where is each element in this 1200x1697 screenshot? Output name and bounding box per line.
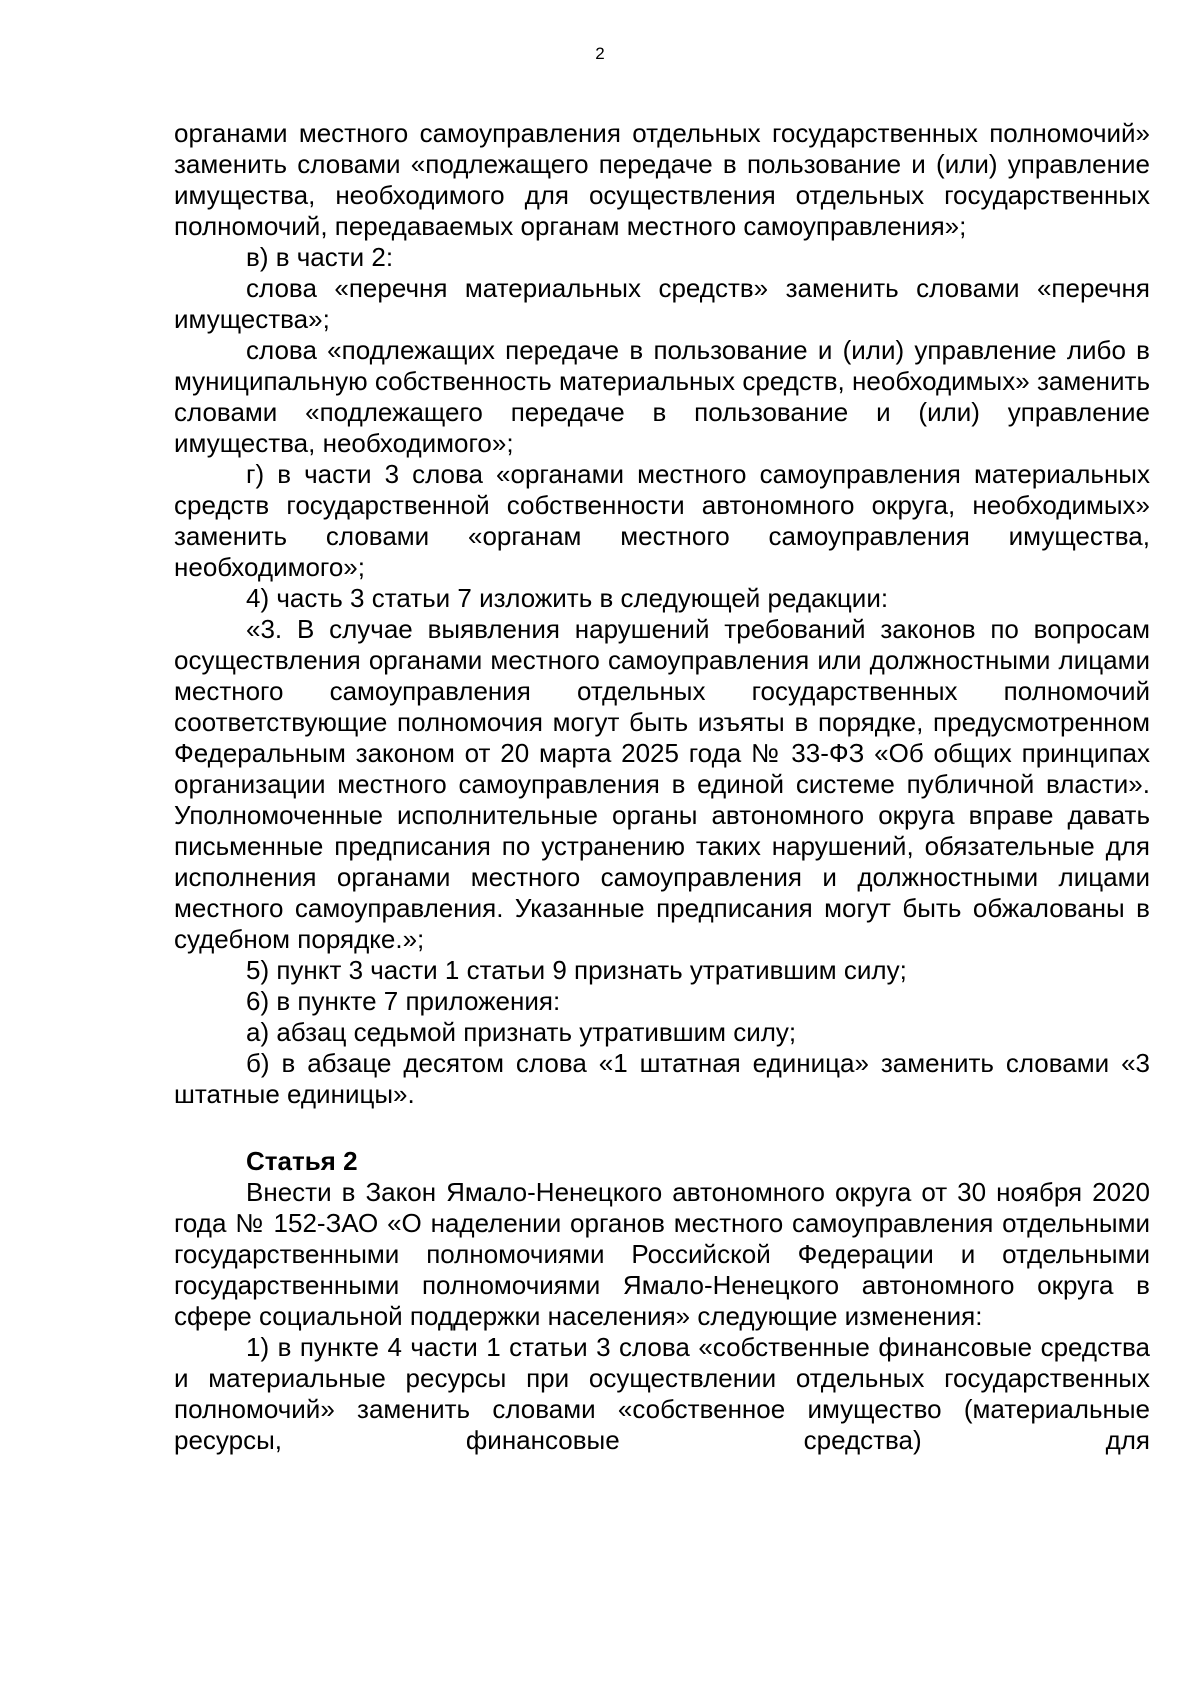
paragraph-item-a: а) абзац седьмой признать утратившим силу; (246, 1017, 797, 1047)
paragraph-continuation: органами местного самоуправления отдельных государственных полномочий» заменить словами «подлежащего передаче в пользование и (или) управление имущества, необходимого для осуществления отдельных государственных полномочий, передаваемых органам местного самоуправления»; (174, 118, 1150, 241)
paragraph-words-transfer: слова «подлежащих передаче в пользование и (или) управление либо в муниципальную собственность материальных средств, необходимых» заменить словами «подлежащего передаче в пользование и (или) управление имущества, необходимого»; (174, 335, 1150, 458)
paragraph-item-v: в) в части 2: (246, 242, 394, 272)
page-number: 2 (595, 44, 605, 63)
paragraph-item-5: 5) пункт 3 части 1 статьи 9 признать утратившим силу; (246, 955, 907, 985)
document-body (174, 118, 1150, 1456)
paragraph-item-b: б) в абзаце десятом слова «1 штатная единица» заменить словами «3 штатные единицы». (174, 1048, 1150, 1109)
paragraph-words-list: слова «перечня материальных средств» заменить словами «перечня имущества»; (174, 273, 1150, 334)
paragraph-item-4: 4) часть 3 статьи 7 изложить в следующей редакции: (246, 583, 889, 613)
article-2-intro: Внести в Закон Ямало-Ненецкого автономного округа от 30 ноября 2020 года № 152-ЗАО «О наделении органов местного самоуправления отдельными государственными полномочиями Российской Федерации и отдельными государственными полномочиями Ямало-Ненецкого автономного округа в сфере социальной поддержки населения» следующие изменения: (174, 1177, 1150, 1331)
article-2-item-1: 1) в пункте 4 части 1 статьи 3 слова «собственные финансовые средства и материальные ресурсы при осуществлении отдельных государственных полномочий» заменить словами «собственное имущество (материальные ресурсы, финансовые средства) для (174, 1332, 1150, 1455)
paragraph-item-g: г) в части 3 слова «органами местного самоуправления материальных средств государственной собственности автономного округа, необходимых» заменить словами «органам местного самоуправления имущества, необходимого»; (174, 459, 1150, 582)
article-2-heading: Статья 2 (246, 1146, 358, 1176)
paragraph-item-6: 6) в пункте 7 приложения: (246, 986, 561, 1016)
paragraph-new-part-3: «3. В случае выявления нарушений требований законов по вопросам осуществления органами местного самоуправления или должностными лицами местного самоуправления отдельных государственных полномочий соответствующие полномочия могут быть изъяты в порядке, предусмотренном Федеральным законом от 20 марта 2025 года № 33-ФЗ «Об общих принципах организации местного самоуправления в единой системе публичной власти». Уполномоченные исполнительные органы автономного округа вправе давать письменные предписания по устранению таких нарушений, обязательные для исполнения органами местного самоуправления и должностными лицами местного самоуправления. Указанные предписания могут быть обжалованы в судебном порядке.»; (174, 614, 1150, 954)
